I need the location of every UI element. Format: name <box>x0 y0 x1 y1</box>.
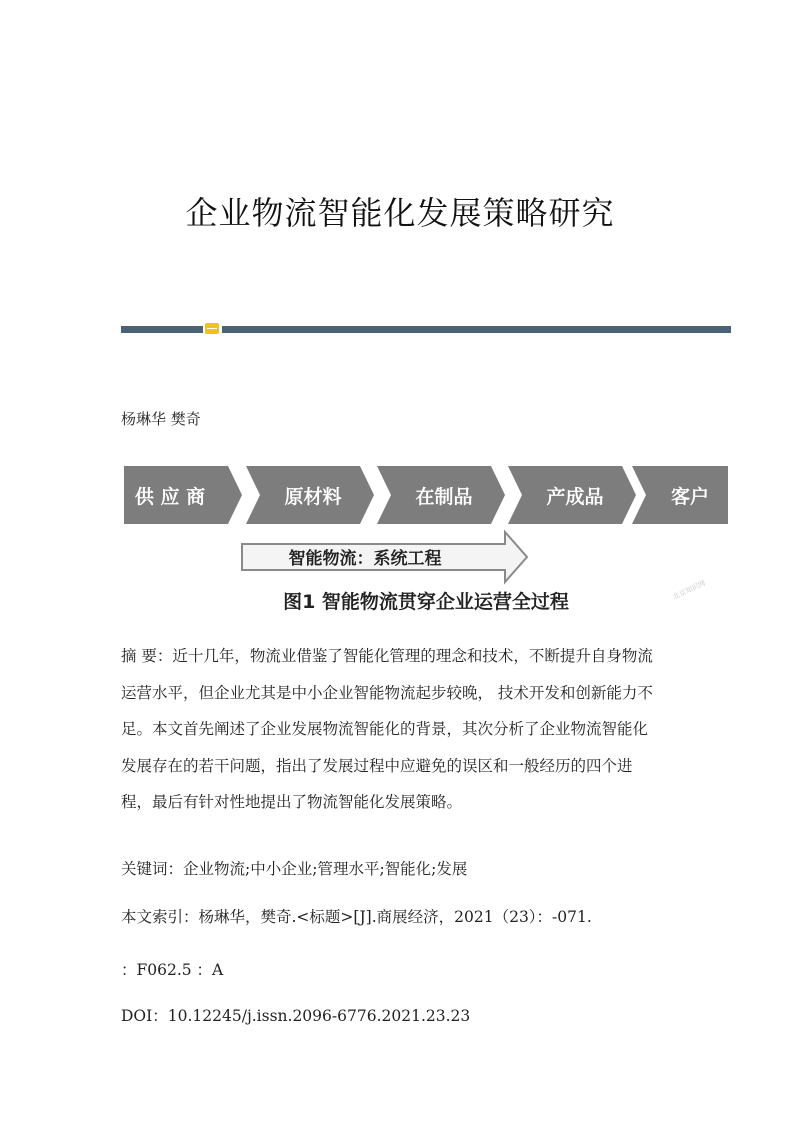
doi: DOI：10.12245/j.issn.2096-6776.2021.23.23 <box>121 1007 471 1025</box>
figure-caption: 图1 智能物流贯穿企业运营全过程 <box>283 591 569 613</box>
abstract-line: 足。本文首先阐述了企业发展物流智能化的背景，其次分析了企业物流智能化 <box>121 720 649 738</box>
abstract-line: 程，最后有针对性地提出了物流智能化发展策略。 <box>121 793 463 811</box>
abstract-line: 运营水平，但企业尤其是中小企业智能物流起步较晚， 技术开发和创新能力不 <box>121 683 653 702</box>
chain-label-2: 原材料 <box>284 486 342 508</box>
chain-label-5: 客户 <box>670 486 710 508</box>
abstract-line: 摘 要：近十几年，物流业借鉴了智能化管理的理念和技术，不断提升自身物流 <box>121 647 653 665</box>
title-rule-left <box>121 326 203 333</box>
watermark: 北京知识网 <box>671 579 707 602</box>
process-figure <box>120 462 732 622</box>
chain-label-3: 在制品 <box>415 486 473 508</box>
keywords: 关键词：企业物流;中小企业;管理水平;智能化;发展 <box>121 860 468 878</box>
classification-code: ：F062.5 ：A <box>121 961 224 979</box>
citation: 本文索引：杨琳华，樊奇.<标题>[J].商展经济，2021（23）：-071. <box>121 908 592 926</box>
chain-label-4: 产成品 <box>546 486 604 508</box>
abstract-line: 发展存在的若干问题，指出了发展过程中应避免的误区和一般经历的四个进 <box>121 756 633 775</box>
authors: 杨琳华 樊奇 <box>121 410 201 428</box>
rule-badge-icon <box>205 323 219 334</box>
abstract <box>121 638 691 821</box>
title-rule-right <box>222 326 731 333</box>
paper-title: 企业物流智能化发展策略研究 <box>185 194 615 232</box>
arrow-label: 智能物流：系统工程 <box>288 549 442 569</box>
chain-label-1: 供 应 商 <box>134 486 206 508</box>
